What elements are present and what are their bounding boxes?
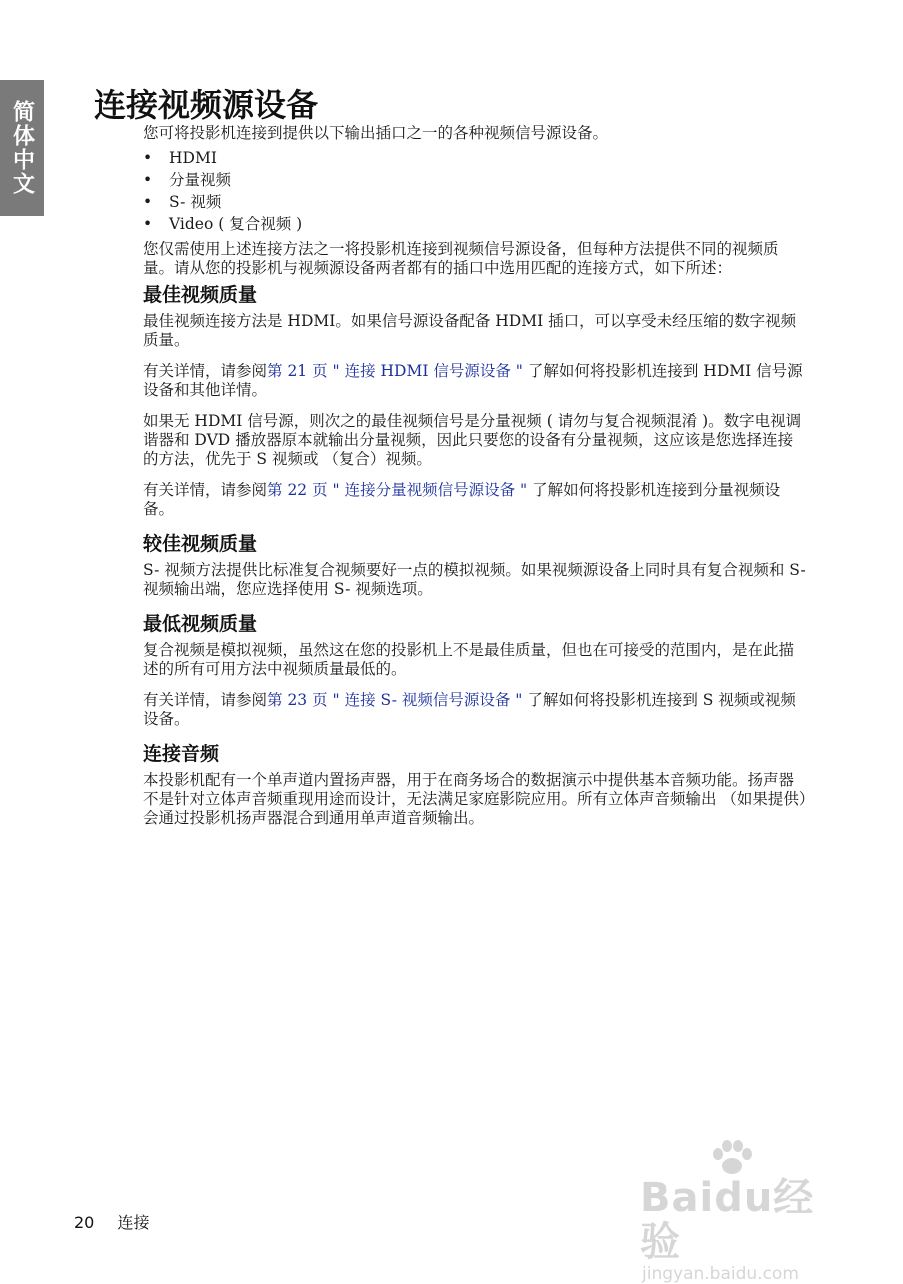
- page-title: 连接视频源设备: [94, 86, 319, 124]
- component-page-link[interactable]: 第 22 页 " 连接分量视频信号源设备 ": [267, 481, 528, 499]
- svideo-reference: [143, 691, 808, 729]
- output-list: [143, 149, 808, 234]
- best-quality-paragraph: 最佳视频连接方法是 HDMI。如果信号源设备配备 HDMI 插口，可以享受未经压缩的数字视频质量。: [143, 312, 797, 349]
- paw-icon: [710, 1140, 754, 1176]
- footer-section: 连接: [117, 1213, 150, 1232]
- choose-paragraph: 您仅需使用上述连接方法之一将投影机连接到视频信号源设备，但每种方法提供不同的视频质量。请从您的投影机与视频源设备两者都有的插口中选用匹配的连接方式，如下所述：: [143, 240, 779, 277]
- baidu-watermark: [640, 1148, 850, 1284]
- watermark-url: jingyan.baidu.com: [642, 1264, 799, 1284]
- intro-paragraph: 您可将投影机连接到提供以下输出插口之一的各种视频信号源设备。: [143, 124, 609, 142]
- component-paragraph: 如果无 HDMI 信号源，则次之的最佳视频信号是分量视频 ( 请勿与复合视频混淆 )。数字电视调谐器和 DVD 播放器原本就输出分量视频，因此只要您的设备有分量视频，这应该是您选择连接的方法，优先于 S 视频或 （复合）视频。: [143, 412, 802, 468]
- output-item-svideo: • S- 视频: [143, 193, 808, 212]
- output-item-hdmi: • HDMI: [143, 149, 808, 168]
- language-side-tab: [0, 80, 44, 216]
- best-quality-reference: [143, 362, 808, 400]
- output-item-component: • 分量视频: [143, 171, 808, 190]
- page-footer: [74, 1210, 149, 1233]
- reference-suffix: 了解如何将投影机连接到 HDMI 信号源设备和其他详情。: [143, 362, 803, 399]
- page-number: 20: [74, 1213, 95, 1232]
- reference-suffix: 了解如何将投影机连接到 S 视频或视频设备。: [143, 691, 796, 728]
- reference-prefix: 有关详情，请参阅: [143, 481, 268, 499]
- reference-suffix: 了解如何将投影机连接到分量视频设备。: [143, 481, 781, 518]
- hdmi-page-link[interactable]: 第 21 页 " 连接 HDMI 信号源设备 ": [267, 362, 523, 380]
- output-item-composite: • Video ( 复合视频 ): [143, 215, 808, 234]
- best-quality-heading: 最佳视频质量: [143, 284, 258, 306]
- language-side-tab-label: 简体中文: [9, 100, 35, 196]
- reference-prefix: 有关详情，请参阅: [143, 691, 268, 709]
- watermark-logo: Baidu经验: [640, 1175, 815, 1265]
- better-quality-heading: 较佳视频质量: [143, 533, 258, 555]
- lowest-quality-paragraph: 复合视频是模拟视频，虽然这在您的投影机上不是最佳质量，但也在可接受的范围内，是在此描述的所有可用方法中视频质量最低的。: [143, 641, 795, 678]
- audio-heading: 连接音频: [143, 743, 220, 765]
- audio-paragraph: 本投影机配有一个单声道内置扬声器，用于在商务场合的数据演示中提供基本音频功能。扬声器不是针对立体声音频重现用途而设计，无法满足家庭影院应用。所有立体声音频输出 （如果提供）会通过投影机扬声器混合到通用单声道音频输出。: [143, 771, 807, 827]
- better-quality-paragraph: S- 视频方法提供比标准复合视频要好一点的模拟视频。如果视频源设备上同时具有复合视频和 S- 视频输出端，您应选择使用 S- 视频选项。: [143, 561, 806, 598]
- main-content: [143, 124, 808, 840]
- reference-prefix: 有关详情，请参阅: [143, 362, 268, 380]
- svideo-page-link[interactable]: 第 23 页 " 连接 S- 视频信号源设备 ": [267, 691, 523, 709]
- lowest-quality-heading: 最低视频质量: [143, 613, 258, 635]
- component-reference: [143, 481, 808, 519]
